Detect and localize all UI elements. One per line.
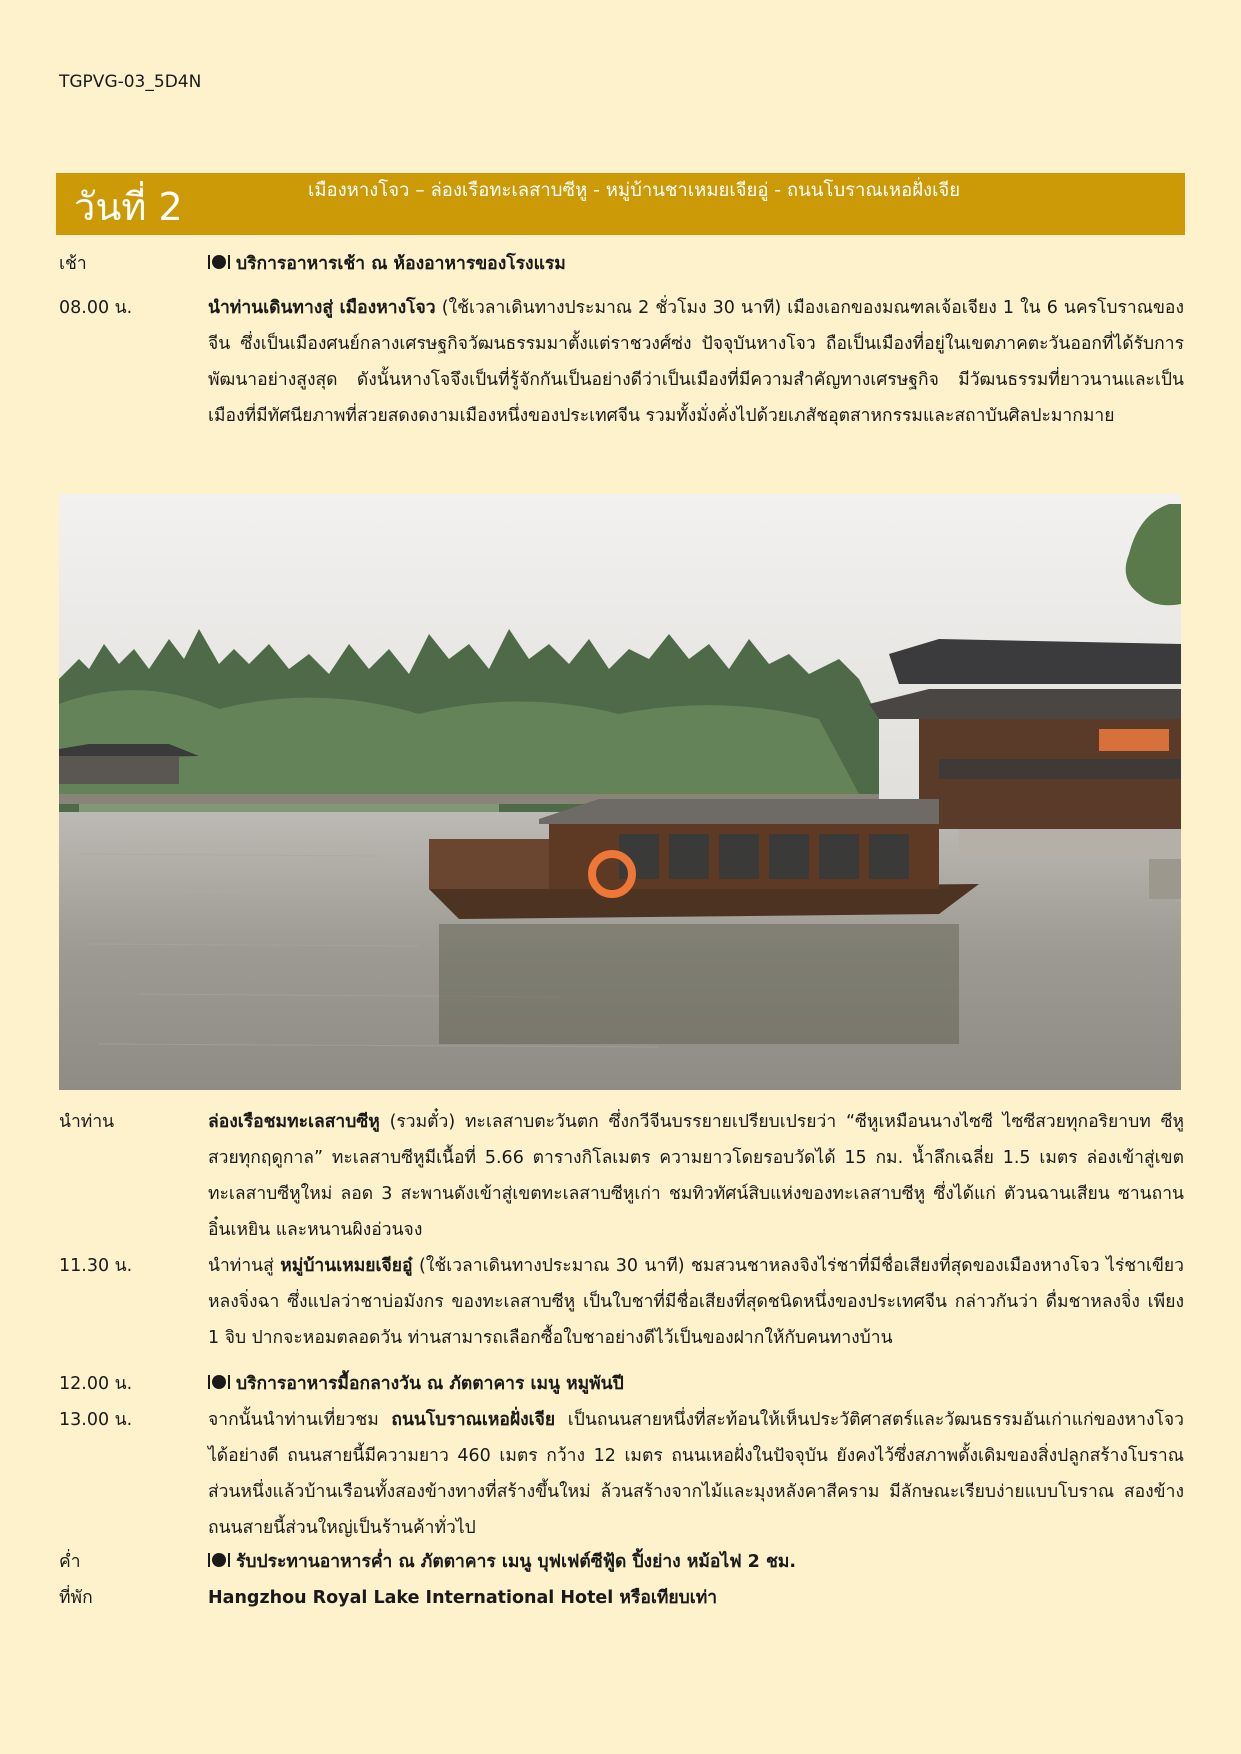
- pavilion-roof: [889, 639, 1181, 684]
- intro-text: นำท่านสู่: [208, 1256, 281, 1276]
- day-subtitle: เมืองหางโจว – ล่องเรือทะเลสาบซีหู - หมู่บ้านชาเหมยเจียอู่ - ถนนโบราณเหอฝั่งเจีย: [308, 180, 961, 201]
- meal-icon: [208, 1375, 228, 1389]
- description-text: (รวมตั๋ว) ทะเลสาบตะวันตก ซึ่งกวีจีนบรรยายเปรียบเปรยว่า “ซีหูเหมือนนางไซซี ไซซีสวยทุกอริยาบท ซีหูสวยทุกฤดูกาล” ทะเลสาบซีหูมีเนื้อที่ 5.66 ตารางกิโลเมตร ความยาวโดยรอบวัดได้ 15 กม. น้ำลึกเฉลี่ย 1.5 เมตร ล่องเข้าสู่เขตทะเลสาบซีหูใหม่ ลอด 3 สะพานดังเข้าสู่เขตทะเลสาบซีหูเก่า ชมทิวทัศน์สิบแห่งของทะเลสาบซีหู ซึ่งได้แก่ ตัวนฉานเสียน ซานถาน อิ๋นเหยิน และหนานผิงอ่วนจง: [208, 1112, 1184, 1240]
- document-code: TGPVG-03_5D4N: [59, 72, 202, 92]
- highlight-text: หมู่บ้านเหมยเจียอู๋: [280, 1256, 413, 1276]
- stone-dock: [959, 829, 1181, 859]
- itinerary-row-0800: [59, 290, 1184, 434]
- itinerary-body: [208, 1366, 1184, 1402]
- itinerary-body: [208, 290, 1184, 434]
- itinerary-row-dinner: [59, 1544, 1184, 1580]
- meal-text: บริการอาหารเช้า ณ ห้องอาหารของโรงแรม: [236, 254, 566, 274]
- itinerary-row-1130: [59, 1248, 1184, 1356]
- day-banner: [56, 173, 1185, 235]
- itinerary-body: [208, 1248, 1184, 1356]
- description-text: (ใช้เวลาเดินทางประมาณ 30 นาที) ชมสวนชาหลงจิงไร่ชาที่มีชื่อเสียงที่สุดของเมืองหางโจว ไร่ชาเขียว หลงจิ่งฉา ซึ่งแปลว่าชาบ่อมังกร ของทะเลสาบซีหู เป็นใบชาที่มีชื่อเสียงที่สุดชนิดหนึ่งของประเทศจีน กล่าวกันว่า ดื่มชาหลงจิ่ง เพียง 1 จิบ ปากจะหอมตลอดวัน ท่านสามารถเลือกซื้อใบชาอย่างดีไว้เป็นของฝากให้กับคนทางบ้าน: [208, 1256, 1185, 1348]
- highlight-text: ถนนโบราณเหอฝั่งเจีย: [391, 1410, 556, 1430]
- itinerary-row-hotel: [59, 1580, 1184, 1616]
- description-text: เป็นถนนสายหนึ่งที่สะท้อนให้เห็นประวัติศาสตร์และวัฒนธรรมอันเก่าแก่ของหางโจวได้อย่างดี ถนนสายนี้มีความยาว 460 เมตร กว้าง 12 เมตร ถนนเหอฝั่งในปัจจุบัน ยังคงไว้ซึ่งสภาพดั้งเดิมของสิ่งปลูกสร้างโบราณส่วนหนึ่งแล้วบ้านเรือนทั้งสองข้างทางที่สร้างขึ้นใหม่ ล้วนสร้างจากไม้และมุงหลังคาสีคราม มีลักษณะเรียบง่ายแบบโบราณ สองข้างถนนสายนี้ส่วนใหญ่เป็นร้านค้าทั่วไป: [208, 1410, 1185, 1538]
- itinerary-row-breakfast: [59, 246, 1184, 282]
- meal-icon: [208, 1553, 228, 1567]
- wooden-boat-hull: [429, 884, 979, 919]
- time-label: 13.00 น.: [59, 1410, 133, 1430]
- time-label: 12.00 น.: [59, 1374, 133, 1394]
- intro-text: จากนั้นนำท่านเที่ยวชม: [208, 1410, 392, 1430]
- itinerary-body: [208, 246, 1184, 282]
- time-label: ที่พัก: [59, 1588, 93, 1608]
- photo-illustration: [59, 494, 1181, 1090]
- time-label: นำท่าน: [59, 1112, 115, 1132]
- west-lake-boat-photo: [59, 494, 1181, 1090]
- description-text: (ใช้เวลาเดินทางประมาณ 2 ชั่วโมง 30 นาที) เมืองเอกของมณฑลเจ้อเจียง 1 ใน 6 นครโบราณของจีน ซึ่งเป็นเมืองศนย์กลางเศรษฐกิจวัฒนธรรมมาตั้งแต่ราชวงศ์ซ่ง ปัจจุบันหางโจว ถือเป็นเมืองที่อยู่ในเขตภาคตะวันออกที่ได้รับการพัฒนาอย่างสูงสุด ดังนั้นหางโจจึงเป็นที่รู้จักกันเป็นอย่างดีว่าเป็นเมืองที่มีความสำคัญทางเศรษฐกิจ มีวัฒนธรรมที่ยาวนานและเป็นเมืองที่มีทัศนียภาพที่สวยสดงดงามเมืองหนึ่งของประเทศจีน รวมทั้งมั่งคั่งไปด้วยเภสัชอุตสาหกรรมและสถาบันศิลปะมากมาย: [208, 298, 1184, 426]
- itinerary-row-1300: [59, 1402, 1184, 1546]
- time-label: ค่ำ: [59, 1552, 81, 1572]
- highlight-text: ล่องเรือชมทะเลสาบซีหู: [208, 1112, 380, 1132]
- meal-text: บริการอาหารมื้อกลางวัน ณ ภัตตาคาร เมนู หมูพันปี: [236, 1374, 624, 1394]
- time-label: 11.30 น.: [59, 1256, 133, 1276]
- meal-icon: [208, 255, 228, 269]
- hotel-name: Hangzhou Royal Lake International Hotel หรือเทียบเท่า: [208, 1588, 718, 1608]
- itinerary-row-west-lake: [59, 1104, 1184, 1248]
- meal-text: รับประทานอาหารค่ำ ณ ภัตตาคาร เมนู บุฟเฟต์ซีฟู้ด ปิ้งย่าง หม้อไฟ 2 ชม.: [236, 1552, 797, 1572]
- itinerary-body: [208, 1402, 1184, 1546]
- itinerary-row-1200: [59, 1366, 1184, 1402]
- time-label: เช้า: [59, 254, 87, 274]
- time-label: 08.00 น.: [59, 298, 133, 318]
- itinerary-body: [208, 1544, 1184, 1580]
- itinerary-body: [208, 1104, 1184, 1248]
- day-title: วันที่ 2: [74, 185, 183, 229]
- itinerary-body: [208, 1580, 1184, 1616]
- highlight-text: นำท่านเดินทางสู่ เมืองหางโจว: [208, 298, 436, 318]
